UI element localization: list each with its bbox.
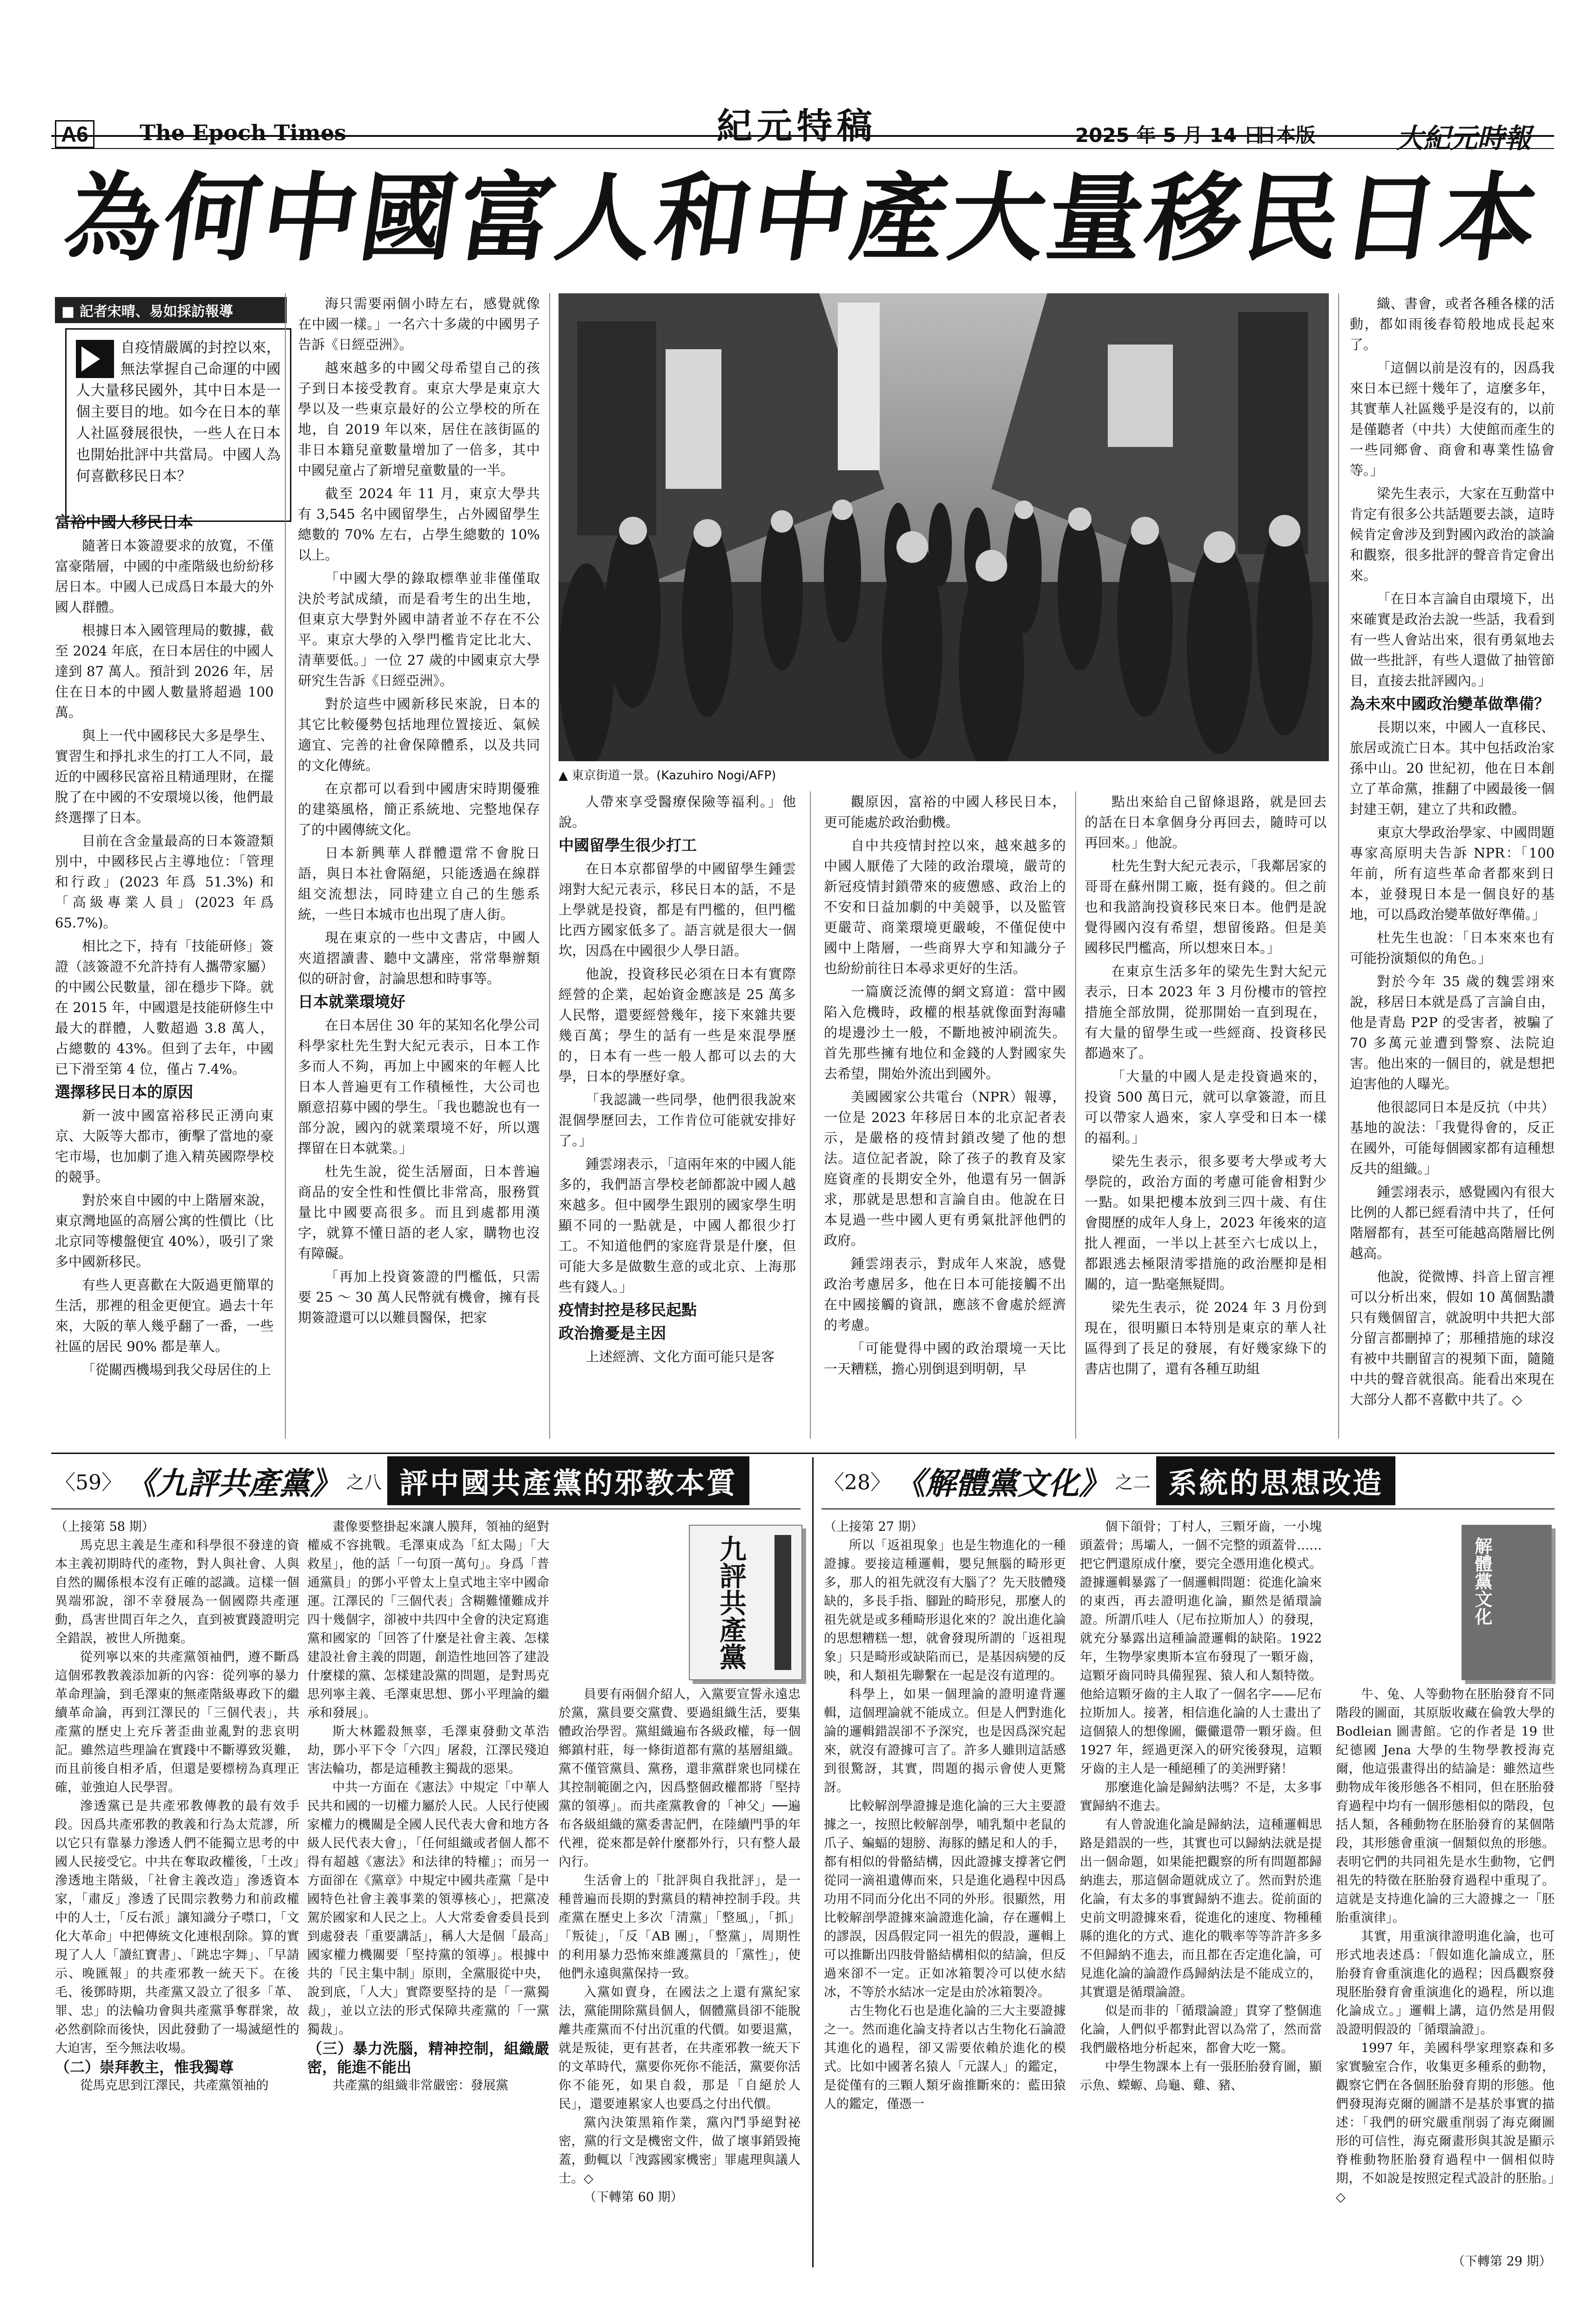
street-photo — [559, 293, 1329, 761]
paragraph: 馬克思主義是生產和科學很不發達的資本主義初期時代的產物，對人與社會、人與自然的關係根本沒有正確的認識。這樣一個異端邪說，卻不幸發展為一個國際共產運動，爲害世間百年之久，直到被實踐證明完全錯誤，被世人所拋棄。 — [55, 1538, 299, 1646]
paragraph: 梁先生表示，大家在互動當中肯定有很多公共話題要去談，這時候肯定會涉及到對國內政治的談論和觀察，很多批評的聲音肯定會出來。 — [1350, 486, 1555, 583]
book-cover-disintegrating-party-culture — [1461, 1525, 1552, 1680]
paragraph: 截至 2024 年 11 月，東京大學共有 3,545 名中國留學生，占外國留學生總數的 70% 左右，占學生總數的 10% 以上。 — [298, 486, 540, 563]
article-column-1 — [55, 512, 274, 1439]
paragraph: 隨著日本簽證要求的放寬，不僅富豪階層，中國的中產階級也紛紛移居日本。中國人已成爲日本最大的外國人群體。 — [55, 538, 274, 615]
column-divider — [285, 293, 286, 1439]
book-spine-band — [774, 1535, 791, 1670]
paragraph: 東京大學政治學家、中國問題專家高原明夫告訴 NPR：「100 年前，所有這些革命者都來到日本，並發現日本是一個良好的基地，可以爲政治變革做好準備。」 — [1350, 825, 1555, 922]
left-series-number: 〈59〉 — [55, 1471, 122, 1494]
left-series-column-2 — [307, 1518, 549, 2272]
paragraph: 有些人更喜歡在大阪過更簡單的生活，那裡的租金更便宜。過去十年來，大阪的華人幾乎翻了一番，一些社區的居民 90% 都是華人。 — [55, 1277, 274, 1354]
paragraph: 自中共疫情封控以來，越來越多的中國人厭倦了大陸的政治環境，嚴苛的新冠疫情封鎖帶來的疲憊感、政治上的不安和日益加劇的中美競爭，以及監管更嚴苛、商業環境更嚴峻，不僅促使中國中上階層，一些商界大亨和知識分子也紛紛前往日本尋求更好的生活。 — [824, 838, 1066, 976]
subheading: 日本就業環境好 — [298, 993, 405, 1011]
article-column-4 — [824, 791, 1066, 1439]
paragraph: 似是而非的「循環論證」貫穿了整個進化論，人們似乎都對此習以為常了，然而當我們嚴格地分析起來，都會大吃一驚。 — [1080, 2004, 1322, 2056]
paragraph: 杜先生說，從生活層面，日本普遍商品的安全性和性價比非常高，服務質量比中國要高很多。而且到處都用漢字，就算不懂日語的老人家，購物也沒有障礙。 — [298, 1163, 540, 1261]
paragraph: 「可能覺得中國的政治環境一天比一天糟糕，擔心別倒退到明朝，早 — [824, 1340, 1066, 1377]
paragraph: 科學上，如果一個理論的證明違背邏輯，這個理論就不能成立。但是人們對進化論的邏輯錯誤卻不予深究，也是因爲深究起來，就沒有證據可言了。許多人雖則這話感到很驚訝，其實，問題的揭示會使人更驚訝。 — [824, 1687, 1066, 1795]
paragraph: 鍾雲翊表示，對成年人來說，感覺政治考慮居多，他在日本可能接觸不出在中國接觸的資訊，應該不會處於經濟的考慮。 — [824, 1256, 1066, 1333]
column-divider — [1338, 293, 1339, 1439]
paragraph: 比較解剖學證據是進化論的三大主要證據之一，按照比較解剖學，哺乳類中老鼠的爪子、蝙蝠的翅膀、海豚的鰭足和人的手，都有相似的骨骼結構，因此證據支撐著它們從同一滴祖遺傳而來，只是進化過程中因爲功用不同而分化出不同的外形。很顯然，用比較解剖學證據來論證進化論，存在邏輯上的謬誤，因爲假定同一祖先的假設，邏輯上可以推斷出四肢骨骼結構相似的結論，但反過來卻不一定。正如冰箱製冷可以使水結冰，不等於水結冰一定是由於冰箱製冷。 — [824, 1799, 1066, 2000]
paragraph: 鍾雲翊表示，「這兩年來的中國人能多的，我們語言學校老師都說中國人越來越多。但中國學生跟別的國家學生明顯不同的一點就是，中國人都很少打工。不知道他們的家庭背景是什麼，但可能大多是做數生意的或北京、上海那些有錢人。」 — [559, 1156, 796, 1295]
paragraph: 一篇廣泛流傳的網文寫道：當中國陷入危機時，政權的根基就像面對海嘯的堤邊沙土一般，不斷地被沖刷流失。首先那些擁有地位和金錢的人對國家失去希望，開始外流出到國外。 — [824, 984, 1066, 1082]
right-series-column-2 — [1080, 1518, 1322, 2272]
book-title-2: 解體黨文化 — [1472, 1537, 1492, 1625]
left-series-column-3 — [559, 1685, 801, 2272]
paragraph: 有人曾說進化論是歸納法，這種邏輯思路是錯誤的一些，其實也可以歸納法就是提出一個命題，如果能把觀察的所有問題都歸納進去，那這個命題就成立了。然而對於進化論，有太多的事實歸納不進去。從前面的史前文明證據來看，從進化的速度、物種種縣的進化的方式、進化的戰率等等許許多多不但歸納不進去，而且都在否定進化論，可見進化論的論證作爲歸納法是不能成立的，其實還是循環論證。 — [1080, 1818, 1322, 2000]
banner-rule — [822, 1508, 1555, 1509]
subheading: 疫情封控是移民起點 — [559, 1301, 697, 1319]
page-number: A6 — [55, 120, 94, 148]
paragraph: 入黨如賣身，在國法之上還有黨紀家法，黨能開除黨員個人，個體黨員卻不能脫離共產黨而不付出沉重的代價。如要退黨，就是叛徒，更有甚者，在共產邪教一統天下的文革時代，黨要你死你不能活，黨要你活你不能死，如果自殺，那是「自絕於人民」，還要連累家人也要爲之付出代價。 — [559, 1985, 801, 2111]
paragraph: 共產黨的組織非常嚴密：發展黨 — [332, 2078, 508, 2093]
paragraph: 海只需要兩個小時左右，感覺就像在中國一樣。」一名六十多歲的中國男子告訴《日經亞洲》。 — [298, 296, 540, 352]
paper-name: The Epoch Times — [140, 120, 346, 145]
paragraph: 畫像要整掛起來讓人膜拜，領袖的絕對權威不容挑戰。毛澤東成為「紅太陽」「大救星」，他的話「一句頂一萬句」。身爲「普通黨員」的鄧小平曾太上皇式地主宰中國命運。江澤民的「三個代表」含糊難懂難成并四十幾個字，卻被中共四中全會的決定寫進黨和國家的「回答了什麼是社會主義、怎樣建設社會主義的問題，創造性地回答了建設什麼樣的黨、怎樣建設黨的問題，是對馬克思列寧主義、毛澤東思想、鄧小平理論的繼承和發展」。 — [307, 1520, 549, 1720]
section-rule — [51, 1453, 1555, 1454]
left-series-continued-from: （上接第 58 期） — [55, 1520, 155, 1534]
paragraph: 對於今年 35 歲的魏雲翊來說，移居日本就是爲了言論自由，他是青島 P2P 的受害者，被騙了 70 多萬元並遭到警察、法院迫害。他出來的一個目的，就是想把迫害他的人曝光。 — [1350, 974, 1555, 1092]
column-divider — [1075, 791, 1076, 1439]
right-series-title: 系統的思想改造 — [1156, 1456, 1395, 1505]
column-divider — [549, 293, 550, 1439]
paragraph: 根據日本入國管理局的數據，截至 2024 年底，在日本居住的中國人達到 87 萬人。預計到 2026 年，居住在日本的中國人數量將超過 100 萬。 — [55, 622, 274, 720]
article-column-2 — [298, 293, 540, 1439]
subheading: 中國留學生很少打工 — [559, 836, 697, 854]
lead-box — [65, 328, 291, 522]
paragraph: 「我認識一些同學，他們很我說來混個學歷回去，工作肯位可能就安排好了。」 — [559, 1092, 796, 1149]
right-series-number: 〈28〉 — [824, 1471, 891, 1494]
left-series-column-1-text — [55, 1536, 299, 2095]
column-divider — [810, 791, 811, 1439]
paragraph: 「在日本言論自由環境下，出來確實是政治去說一些話，我看到有一些人會站出來，很有勇氣地去做一些批評，有些人還做了抽管節目，直接去批評國內。」 — [1350, 591, 1555, 689]
paragraph: 斯大林鑑殺無辜，毛澤東發動文革浩劫，鄧小平下令「六四」屠殺，江澤民殘迫害法輪功，都是這種教主獨裁的惡果。 — [307, 1724, 549, 1776]
paragraph: 新一波中國富裕移民正湧向東京、大阪等大都市，衝擊了當地的豪宅市場，也加劇了進入精英國際學校的競爭。 — [55, 1108, 274, 1185]
paragraph: 杜先生也說：「日本來來也有可能扮演類似的角色。」 — [1350, 930, 1555, 966]
paragraph: 杜先生對大紀元表示，「我鄰居家的哥哥在蘇州開工廠，挺有錢的。但之前也和我諮詢投資移民來日本。他們是說覺得國內沒有希望，想留後路。但是美國移民門檻高，所以想來日本。」 — [1084, 858, 1327, 956]
subheading: （三）暴力洗腦，精神控制，組織嚴密，能進不能出 — [307, 2040, 549, 2076]
right-series-column-3-top — [1336, 1518, 1455, 1681]
paragraph: 在日本京都留學的中國留學生鍾雲翊對大紀元表示，移民日本的話，不是上學就是投資，都是有門檻的，但門檻比西方國家低多了。語言就是很大一個坎，因爲在中國很少人學日語。 — [559, 861, 796, 959]
paper-logo: 大紀元時報 — [1396, 122, 1532, 154]
subheading: 富裕中國人移民日本 — [55, 513, 193, 531]
book-cover-nine-commentaries — [689, 1525, 802, 1680]
subheading: 選擇移民日本的原因 — [55, 1083, 193, 1101]
paragraph: 個下頜骨；丁村人，三顆牙齒，一小塊頭蓋骨；馬壩人，一個不完整的頭蓋骨……把它們還原成什麼，要完全憑用進化模式。證據邏輯暴露了一個邏輯問題：從進化論來的東西，再去證明進化論，顯然是循環論證。所謂爪哇人（尼布拉斯加人）的發現，就充分暴露出這種論證邏輯的缺陷。1922 年，生物學家奧斯本宣布發現了一顆牙齒，這顆牙齒同時具備猩猩、猿人和人類特徵。他給這顆牙齒的主人取了一個名字——尼布拉斯加人。接著，相信進化論的人士畫出了這個猿人的想像圖，儼儼還帶一顆牙齒。但 1927 年，經過更深入的研究後發現，這顆牙齒的主人是一種絕種了的美洲野豬！ — [1080, 1520, 1322, 1776]
paragraph: 滲透黨已是共產邪教傳教的最有效手段。因爲共產邪教的教義和行為太荒謬，所以它只有靠暴力滲透人們不能獨立思考的中國人民接受它。中共在奪取政權後，「土改」滲透地主階級，「社會主義改造」滲透資本家，「肅反」滲透了民間宗教勢力和前政權中的人士，「反右派」讓知識分子噤口，「文化大革命」中把傳統文化連根刮除。算的實現了人人「讀紅寶書」、「跳忠字舞」、「早請示、晚匯報」的共產邪教一統天下。在後毛、後鄧時期，共產黨又設立了很多「革、罪、忠」的法輪功會與共產黨爭奪群衆，故必然剷除而後快，因此發動了一場滅絕性的大迫害，至今無法收場。 — [55, 1799, 299, 2056]
paragraph: 對於這些中國新移民來說，日本的其它比較優勢包括地理位置接近、氣候適宜、完善的社會保障體系，以及共同的文化傳統。 — [298, 696, 540, 773]
paragraph: 長期以來，中國人一直移民、旅居或流亡日本。其中包括政治家孫中山。20 世紀初，他在日本創立了革命黨，推翻了中國最後一個封建王朝，建立了共和政體。 — [1350, 719, 1555, 817]
paragraph: 越來越多的中國父母希望自己的孩子到日本接受教育。東京大學是東京大學以及一些東京最好的公立學校的所在地，自 2019 年以來，居住在該街區的非日本籍兒童數量增加了一倍多，其中中國兒童占了新增兒童數量的一半。 — [298, 360, 540, 478]
paragraph: 對於來自中國的中上階層來說，東京灣地區的高層公寓的性價比（比北京同等樓盤便宜 40%），吸引了衆多中國新移民。 — [55, 1192, 274, 1270]
left-series-title: 評中國共產黨的邪教本質 — [387, 1456, 749, 1505]
paragraph: 上述經濟、文化方面可能只是客 — [586, 1349, 775, 1365]
paragraph: 與上一代中國移民大多是學生、實習生和掙扎求生的打工人不同，最近的中國移民富裕且精通理財，在擺脫了在中國的不安環境以後，他們最終選擇了日本。 — [55, 728, 274, 825]
play-arrow-icon — [76, 340, 114, 378]
paragraph: 相比之下，持有「技能研修」簽證（該簽證不允許持有人攜帶家屬）的中國公民數量，卻在穩步下降。就在 2015 年，中國還是技能研修生中最大的群體，人數超過 3.8 萬人，占總數的 43%。但到了去年，中國已下滑至第 4 位，僅占 7.4%。 — [55, 938, 274, 1077]
paragraph: 中學生物課本上有一張胚胎發育圖，顯示魚、蠑螈、烏龜、雞、豬、 — [1080, 2060, 1322, 2093]
paragraph: 美國國家公共電台（NPR）報導，一位是 2023 年移居日本的北京記者表示，是嚴格的疫情封鎖改變了他的想法。這位記者說，除了孩子的教育及家庭資產的長期安全外，他還有另一個訴求，那就是思想和言論自由。他說在日本見過一些中國人更有勇氣批評他們的政府。 — [824, 1089, 1066, 1248]
issue-date: 2025 年 5 月 14 日 — [1075, 124, 1263, 147]
paragraph: 生活會上的「批評與自我批評」，是一種普遍而長期的對黨員的精神控制手段。共產黨在歷史上多次「清黨」「整風」，「抓」「叛徒」，「反「AB 團」，「整黨」，周期性的利用暴力恐怖來維護黨員的「黨性」，使他們永遠與黨保持一致。 — [559, 1873, 801, 1981]
paragraph: 日本新興華人群體還常不會脫日語，與日本社會隔絕，只能透過在線群組交流想法，同時建立自己的生態系統，一些日本城市也出現了唐人街。 — [298, 845, 540, 922]
right-series-column-3 — [1336, 1685, 1555, 2244]
article-column-3 — [559, 791, 796, 1439]
banner-rule — [51, 1508, 801, 1509]
paragraph: 在日本居住 30 年的某知名化學公司科學家杜先生對大紀元表示，日本工作多而人不夠，再加上中國來的年輕人比日本人普遍更有工作積極性，大公司也願意招募中國的學生。「我也聽說也有一部分說，國內的就業環境不好，所以選擇留在日本就業。」 — [298, 1017, 540, 1156]
paragraph: 在京都可以看到中國唐宋時期優雅的建築風格，簡正系統地、完整地保存了的中國傳統文化。 — [298, 781, 540, 838]
left-series-part: 之八 — [346, 1472, 382, 1493]
byline: ■ 記者宋晴、易如採訪報導 — [55, 297, 287, 323]
paragraph: 「大量的中國人是走投資過來的，投資 500 萬日元，就可以拿簽證，而且可以帶家人過來，家人享受和日本一樣的福利。」 — [1084, 1068, 1327, 1146]
paragraph: 從列寧以來的共產黨領袖們，遵不斷爲這個邪教教義添加新的內容：從列寧的暴力革命理論，到毛澤東的無產階級專政下的繼續革命論，再到江澤民的「三個代表」，共產黨的歷史上充斥著歪曲並亂對的悲哀明記。雖然這些理論在實踐中不斷導致災難，而且前後自相矛盾，但還是要標榜為真理正確，並強迫人民學習。 — [55, 1650, 299, 1795]
paragraph: 他說，投資移民必須在日本有實際經營的企業，起始資金應該是 25 萬多人民幣，還要經營幾年，接下來雜共要幾百萬；學生的話有一些是來混學歷的，日本有一些一般人都可以去的大學，日本的學歷好拿。 — [559, 966, 796, 1084]
right-series-column-1-text — [824, 1536, 1066, 2114]
headline: 為何中國富人和中產大量移民日本 — [58, 163, 1547, 274]
paragraph: 從馬克思到江澤民，共產黨領袖的 — [80, 2078, 269, 2093]
paragraph: 他很認同日本是反抗（中共）基地的說法：「我覺得會的，反正在國外，可能每個國家都有這種想反共的組織。」 — [1350, 1099, 1555, 1177]
right-series-banner — [824, 1457, 1555, 1504]
left-series-banner — [55, 1457, 804, 1504]
right-series-column-1 — [824, 1518, 1066, 2272]
right-series-continued-to: （下轉第 29 期） — [1452, 2254, 1552, 2269]
left-series-column-1 — [55, 1518, 299, 2272]
street-photo-image — [559, 293, 1329, 761]
book-title: 九評共產黨 — [715, 1535, 747, 1670]
paragraph: 古生物化石也是進化論的三大主要證據之一。然而進化論支持者以古生物化石論證其進化的過程，卻又需要依賴於進化的模式。比如中國著名猿人「元謀人」的鑑定，是從僅有的三顆人類牙齒推斷來的：藍田猿人的鑑定，僅憑一 — [824, 2004, 1066, 2111]
paragraph: 他說，從微博、抖音上留言裡可以分析出來，假如 10 萬個點讚只有幾個留言，就說明中共把大部分留言都刪掉了；那種措施的球沒有被中共刪留言的視頻下面，隨隨中共的聲音就很高。能看出來現在大部分人都不喜歡中共了。◇ — [1350, 1269, 1555, 1407]
paragraph: 黨內決策黑箱作業，黨內鬥爭絕對祕密，黨的行文是機密文件，做了壞事銷毀掩蓋，動輒以「洩露國家機密」罪處理與議人士。◇ — [559, 2116, 801, 2186]
left-series-name: 《九評共產黨》 — [126, 1465, 341, 1501]
lead-text: 自疫情嚴厲的封控以來，無法掌握自己命運的中國人大量移民國外，其中日本是一個主要目的地。如今在日本的華人社區發展很快，一些人在日本也開始批評中共當局。中國人為何喜歡移民日本？ — [76, 339, 281, 485]
paragraph: 人帶來享受醫療保險等福利。」他說。 — [559, 794, 796, 830]
paragraph: 現在東京的一些中文書店，中國人夾道摺讀書、聽中文講座，常常舉辦類似的研討會，討論思想和時事等。 — [298, 930, 540, 987]
paragraph: 那麼進化論是歸納法嗎？不是，太多事實歸納不進去。 — [1080, 1780, 1322, 1813]
article-column-6 — [1350, 293, 1555, 1439]
left-series-column-3-top — [559, 1518, 682, 1681]
right-series-continued-from: （上接第 27 期） — [824, 1520, 923, 1534]
paragraph: 其實，用重演律證明進化論，也可形式地表述爲：「假如進化論成立，胚胎發育會重演進化的過程；因爲觀察發現胚胎發育會重演進化的過程，所以進化論成立。」邏輯上講，這仍然是用假設證明假設的「循環論證」。 — [1336, 1929, 1555, 2037]
paragraph: 「再加上投資簽證的門檻低，只需要 25 ～ 30 萬人民幣就有機會，擁有長期簽證還可以以難員醫保，把家 — [298, 1269, 540, 1325]
paragraph: 「中國大學的錄取標準並非僅僅取決於考試成績，而是看考生的出生地，但東京大學對外國申請者並不存在不公平。東京大學的入學門檻肯定比北大、清華要低。」一位 27 歲的中國東京大學研究生告訴《日經亞洲》。 — [298, 570, 540, 689]
section-title: 紀元特稿 — [717, 105, 877, 147]
paragraph: 中共一方面在《憲法》中規定「中華人民共和國的一切權力屬於人民。人民行使國家權力的機關是全國人民代表大會和地方各級人民代表大會」，「任何組織或者個人都不得有超越《憲法》和法律的特權」；而另一方面卻在《黨章》中規定中國共產黨「是中國特色社會主義事業的領導核心」，把黨凌駕於國家和人民之上。人大常委會委員長到到處發表「重要講話」，稱人大是個「最高」國家權力機關要「堅持黨的領導」。根據中共的「民主集中制」原則，全黨服從中央，說到底，「人大」實際要堅持的是「一黨獨裁」，並以立法的形式保障共產黨的「一黨獨裁」。 — [307, 1780, 549, 2037]
right-series-name: 《解體黨文化》 — [895, 1465, 1110, 1501]
paragraph: 梁先生表示，很多要考大學或考大學院的，政治方面的考慮可能會相對少一點。如果把樓本放到三四十歲、有住會閱歷的成年人身上，2023 年後來的這批人裡面，一半以上甚至六七成以上，都跟逃去極限清零措施的政治壓抑是相關的，這一點毫無疑問。 — [1084, 1153, 1327, 1292]
subheading: （二）崇拜教主，惟我獨尊 — [55, 2058, 234, 2076]
right-series-part: 之二 — [1115, 1472, 1151, 1493]
edition: 日本版 — [1257, 124, 1316, 147]
paragraph: 點出來給自己留條退路，就是回去的話在日本拿個身分再回去，隨時可以再回來。」他說。 — [1084, 794, 1327, 851]
paragraph: 牛、兔、人等動物在胚胎發育不同階段的圖面，其原版收藏在倫敦大學的 Bodleian 圖書館。它的作者是 19 世紀德國 Jena 大學的生物學教授海克爾，他這張畫得出的結論是：雖然這些動物成年後形態各不相同，但在胚胎發育過程中均有一個形態相似的階段，包括人類，各種動物在胚胎發育的某個階段，其形態會重演一個類似魚的形態。表明它們的共同祖先是水生動物，它們祖先的特徵在胚胎發育過程中重現了。這就是支持進化論的三大證據之一「胚胎重演律」。 — [1336, 1687, 1555, 1925]
paragraph: 1997 年，美國科學家理察森和多家實驗室合作，收集更多種系的動物，觀察它們在各個胚胎發育期的形態。他們發現海克爾的圖譜不是基於事實的描述：「我們的研究嚴重削弱了海克爾圖形的可信性，海克爾畫形與其說是顯示脊椎動物胚胎發育過程中一個相似時期，不如說是按照定程式設計的胚胎。」◇ — [1336, 2041, 1555, 2204]
subheading: 為未來中國政治變革做準備？ — [1350, 695, 1549, 713]
paragraph: 員要有兩個介紹人，入黨要宣誓永遠忠於黨，黨員要交黨費、要過組織生活，要集體政治學習。黨組織遍布各級政權，每一個鄉鎮村莊，每一條街道都有黨的基層組織。黨不僅管黨員、黨務，還非黨群衆也同樣在其控制範圍之內，因爲整個政權都將「堅持黨的領導」。而共產黨教會的「神父」──遍布各級組織的黨委書記們，在陸續門爭的年代裡，從來都是幹什麼都外行，只有整人最內行。 — [559, 1687, 801, 1869]
article-column-5 — [1084, 791, 1327, 1439]
paragraph: （下轉第 60 期） — [584, 2190, 683, 2204]
subheading: 政治擔憂是主因 — [559, 1324, 666, 1342]
paragraph: 所以「返祖現象」也是生物進化的一種證據。要接這種邏輯，嬰兒無腦的畸形更多，那人的祖先就沒有大腦了？先天肢體殘缺的，多長手指、腳趾的畸形兒，那麼人的祖先就是或多種畸形退化來的？說出進化論的思想糟糕一想，就會發現所謂的「返祖現象」只是畸形或缺陷而已，是基因病變的反映，和人類祖先聯繫在一起是沒有道理的。 — [824, 1538, 1066, 1683]
paragraph: 織、書會，或者各種各樣的活動，都如雨後春筍般地成長起來了。 — [1350, 296, 1555, 352]
photo-caption: ▲ 東京街道一景。(Kazuhiro Nogi/AFP) — [559, 769, 776, 783]
paragraph: 目前在含金量最高的日本簽證類別中，中國移民占主導地位：「管理和行政」(2023 年爲 51.3%) 和「高級專業人員」(2023 年爲 65.7%)。 — [55, 833, 274, 931]
paragraph: 梁先生表示，從 2024 年 3 月份到現在，很明顯日本特別是東京的華人社區得到了長足的發展，有好幾家綠下的書店也開了，還有各種互助組 — [1084, 1299, 1327, 1377]
paragraph: 觀原因，富裕的中國人移民日本，更可能處於政治動機。 — [824, 794, 1066, 830]
paragraph: 「從關西機場到我父母居住的上 — [82, 1362, 271, 1378]
series-divider — [812, 1457, 814, 2267]
paragraph: 「這個以前是沒有的，因爲我來日本已經十幾年了，這麼多年，其實華人社區幾乎是沒有的，以前是僅聽者（中共）大使館而產生的一些同鄉會、商會和專業性協會等。」 — [1350, 360, 1555, 478]
paragraph: 在東京生活多年的梁先生對大紀元表示，日本 2023 年 3 月份樓市的管控措施全部放開，從那開始一直到現在，有大量的留學生或一些經商、投資移民都過來了。 — [1084, 963, 1327, 1061]
paragraph: 鍾雲翊表示，感覺國內有很大比例的人都已經看清中共了，任何階層都有，甚至可能越高階層比例越高。 — [1350, 1184, 1555, 1261]
